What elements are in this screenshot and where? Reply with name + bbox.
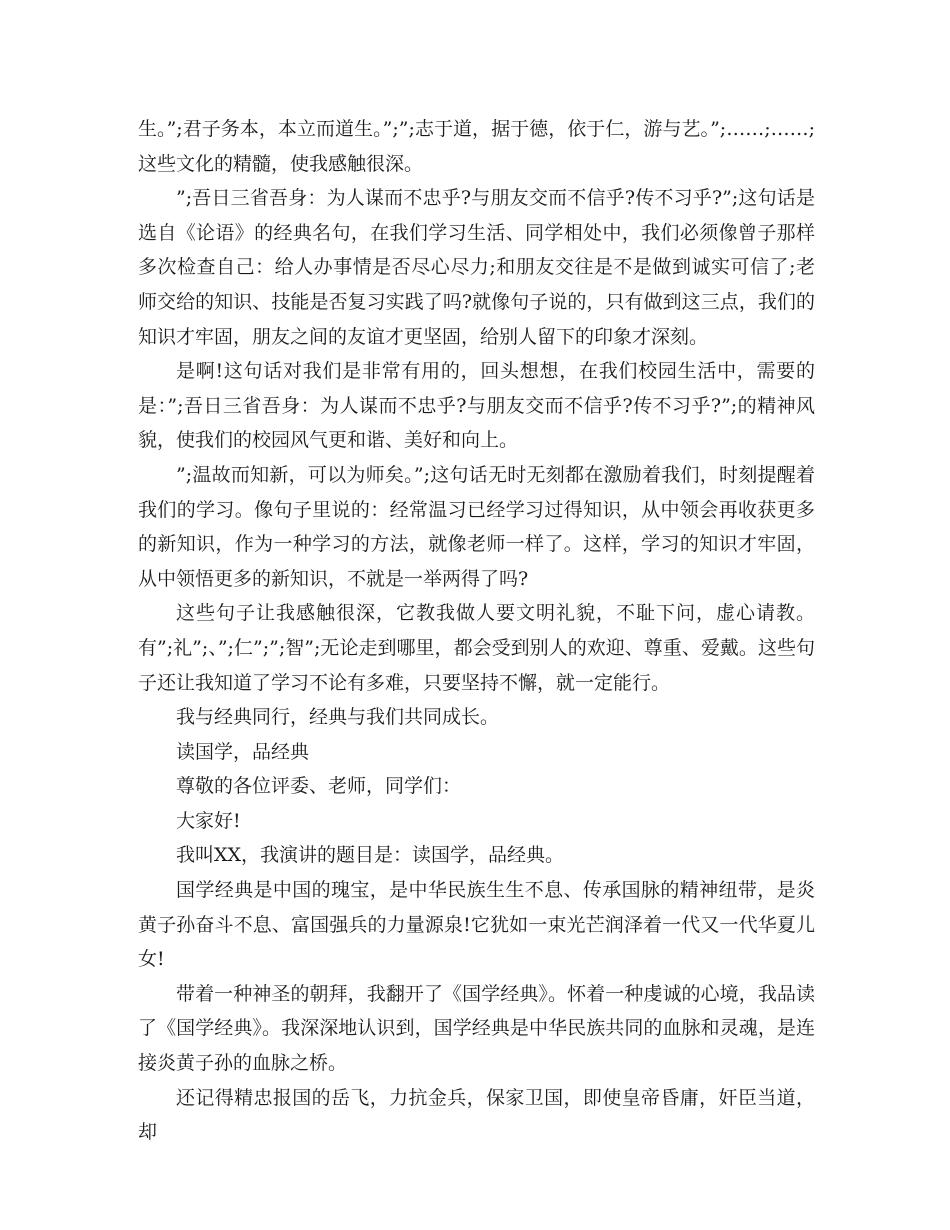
paragraph-courtesy: 这些句子让我感触很深，它教我做人要文明礼貌，不耻下问，虚心请教。有”;礼”;、”;仁”;”;智”;无论走到哪里，都会受到别人的欢迎、尊重、爱戴。这些句子还让我知道了学习不论有多难，只要坚持不懈，就一定能行。 xyxy=(138,602,815,694)
speech-salutation: 尊敬的各位评委、老师，同学们： xyxy=(176,775,462,798)
speech-introduction: 我叫XX，我演讲的题目是：读国学，品经典。 xyxy=(176,844,565,867)
paragraph-self-reflection: ”;吾日三省吾身：为人谋而不忠乎?与朋友交而不信乎?传不习乎?”;这句话是选自《论语》的经典名句，在我们学习生活、同学相处中，我们必须像曾子那样多次检查自己：给人办事情是否尽心尽力;和朋友交往是不是做到诚实可信了;老师交给的知识、技能是否复习实践了吗?就像句子说的，只有做到这三点，我们的知识才牢固，朋友之间的友谊才更坚固，给别人留下的印象才深刻。 xyxy=(138,187,815,348)
speech-title: 读国学，品经典 xyxy=(176,740,310,763)
paragraph-yue-fei: 还记得精忠报国的岳飞，力抗金兵，保家卫国，即使皇帝昏庸，奸臣当道，却 xyxy=(138,1086,815,1144)
document-body xyxy=(138,112,815,1150)
speech-greeting: 大家好! xyxy=(176,809,241,832)
paragraph-review-knowledge: ”;温故而知新，可以为师矣。”;这句话无时无刻都在激励着我们，时刻提醒着我们的学习。像句子里说的：经常温习已经学习过得知识，从中领会再收获更多的新知识，作为一种学习的方法，就像老师一样了。这样，学习的知识才牢固，从中领悟更多的新知识，不就是一举两得了吗? xyxy=(138,463,815,590)
paragraph-continuation: 生。”;君子务本，本立而道生。”;”;志于道，据于德，依于仁，游与艺。”;……;……;这些文化的精髓，使我感触很深。 xyxy=(138,118,815,175)
paragraph-growing-with-classics: 我与经典同行，经典与我们共同成长。 xyxy=(176,706,500,729)
paragraph-reading-classics: 带着一种神圣的朝拜，我翻开了《国学经典》。怀着一种虔诚的心境，我品读了《国学经典》。我深深地认识到，国学经典是中华民族共同的血脉和灵魂，是连接炎黄子孙的血脉之桥。 xyxy=(138,982,815,1075)
paragraph-national-treasure: 国学经典是中国的瑰宝，是中华民族生生不息、传承国脉的精神纽带，是炎黄子孙奋斗不息、富国强兵的力量源泉!它犹如一束光芒润泽着一代又一代华夏儿女! xyxy=(138,879,815,971)
paragraph-campus-life: 是啊!这句话对我们是非常有用的，回头想想，在我们校园生活中，需要的是：”;吾日三省吾身：为人谋而不忠乎?与朋友交而不信乎?传不习乎?”;的精神风貌，使我们的校园风气更和谐、美好和向上。 xyxy=(138,360,815,452)
